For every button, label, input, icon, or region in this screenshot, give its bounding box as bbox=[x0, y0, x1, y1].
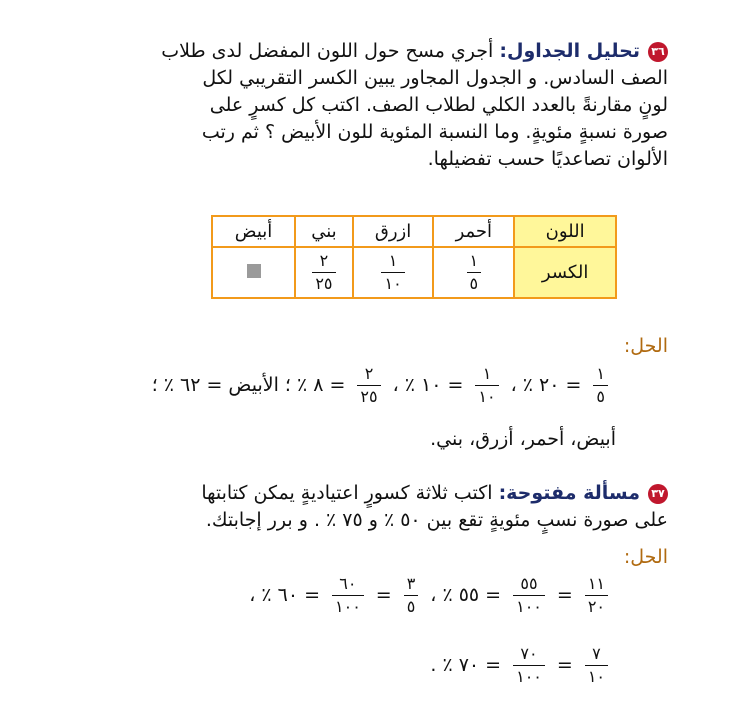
q37-line-1 bbox=[68, 480, 668, 507]
q36-number-badge: ٣٦ bbox=[648, 42, 668, 62]
q37-solution-line-2: $\frac{٧}{١٠}$ = $\frac{٧٠}{١٠٠}$ = ٧٠ ٪ . bbox=[426, 642, 616, 688]
table-header-label: اللون bbox=[514, 216, 616, 247]
q37-line-1-text: اكتب ثلاثة كسورٍ اعتياديةٍ يمكن كتابتها bbox=[201, 482, 493, 504]
q37-line-2: على صورة نسبٍ مئويةٍ تقع بين ٥٠ ٪ و ٧٥ ٪ . و برر إجابتك. bbox=[205, 509, 668, 531]
q37-title: مسألة مفتوحة: bbox=[498, 482, 640, 504]
table-fraction-row bbox=[212, 247, 616, 298]
q36-line-1 bbox=[88, 38, 668, 65]
table-color-brown: بني bbox=[295, 216, 353, 247]
unknown-square-icon bbox=[247, 264, 261, 278]
table-header-row bbox=[212, 216, 616, 247]
q36-line-1-text: أجري مسح حول اللون المفضل لدى طلاب bbox=[161, 40, 494, 62]
table-color-blue: ازرق bbox=[353, 216, 434, 247]
sol-percent-1: = ٢٠ ٪ ، bbox=[510, 374, 582, 396]
q36-title: تحليل الجداول: bbox=[499, 40, 640, 62]
table-color-red: أحمر bbox=[433, 216, 514, 247]
q37-text bbox=[68, 480, 668, 534]
table-fraction-blue: $\frac{١}{١٠}$ bbox=[353, 247, 434, 298]
sol37-frac-b1: $\frac{٣}{٥}$ bbox=[400, 576, 423, 615]
sol-percent-3: = ٨ ٪ ؛ الأبيض = ٦٢ ٪ ؛ bbox=[151, 374, 346, 396]
color-fraction-table bbox=[211, 215, 617, 299]
sol-frac-3: $\frac{٢}{٢٥}$ bbox=[353, 366, 384, 405]
q36-order-answer: أبيض، أحمر، أزرق، بني. bbox=[430, 428, 616, 450]
table-row-label: الكسر bbox=[514, 247, 616, 298]
sol-frac-2: $\frac{١}{١٠}$ bbox=[471, 366, 502, 405]
table-fraction-red: $\frac{١}{٥}$ bbox=[433, 247, 514, 298]
q36-text bbox=[88, 38, 668, 173]
sol37-frac-b2: $\frac{٦٠}{١٠٠}$ bbox=[328, 576, 368, 615]
sol-percent-2: = ١٠ ٪ ، bbox=[392, 374, 464, 396]
q37-number-badge: ٣٧ bbox=[648, 484, 668, 504]
sol37-frac-c1: $\frac{٧}{١٠}$ bbox=[581, 646, 612, 685]
q37-solution-line-1: $\frac{١١}{٢٠}$ = $\frac{٥٥}{١٠٠}$ = ٥٥ ٪ ، $\frac{٣}{٥}$ = $\frac{٦٠}{١٠٠}$ = ٦٠ ٪ ، bbox=[245, 572, 616, 618]
q36-solution-label: الحل: bbox=[623, 335, 668, 357]
sol37-frac-c2: $\frac{٧٠}{١٠٠}$ bbox=[509, 646, 549, 685]
sol37-percent-c: = ٧٠ ٪ . bbox=[430, 654, 502, 676]
q37-solution-label: الحل: bbox=[623, 546, 668, 568]
sol-frac-1: $\frac{١}{٥}$ bbox=[589, 366, 612, 405]
sol37-percent-a: = ٥٥ ٪ ، bbox=[430, 584, 502, 606]
q36-solution-equation bbox=[148, 362, 616, 408]
sol37-frac-a1: $\frac{١١}{٢٠}$ bbox=[581, 576, 612, 615]
q36-line-3: لونٍ مقارنةً بالعدد الكلي لطلاب الصف. اكتب كل كسرٍ على bbox=[209, 94, 668, 116]
table-fraction-white bbox=[212, 247, 295, 298]
sol37-frac-a2: $\frac{٥٥}{١٠٠}$ bbox=[509, 576, 549, 615]
q36-line-2: الصف السادس. و الجدول المجاور يبين الكسر التقريبي لكل bbox=[202, 67, 668, 89]
q36-line-4: صورة نسبةٍ مئويةٍ. وما النسبة المئوية للون الأبيض ؟ ثم رتب bbox=[201, 121, 668, 143]
table-fraction-brown: $\frac{٢}{٢٥}$ bbox=[295, 247, 353, 298]
sol37-percent-b: = ٦٠ ٪ ، bbox=[249, 584, 320, 606]
q36-line-5: الألوان تصاعديًا حسب تفضيلها. bbox=[427, 148, 668, 170]
table-color-white: أبيض bbox=[212, 216, 295, 247]
